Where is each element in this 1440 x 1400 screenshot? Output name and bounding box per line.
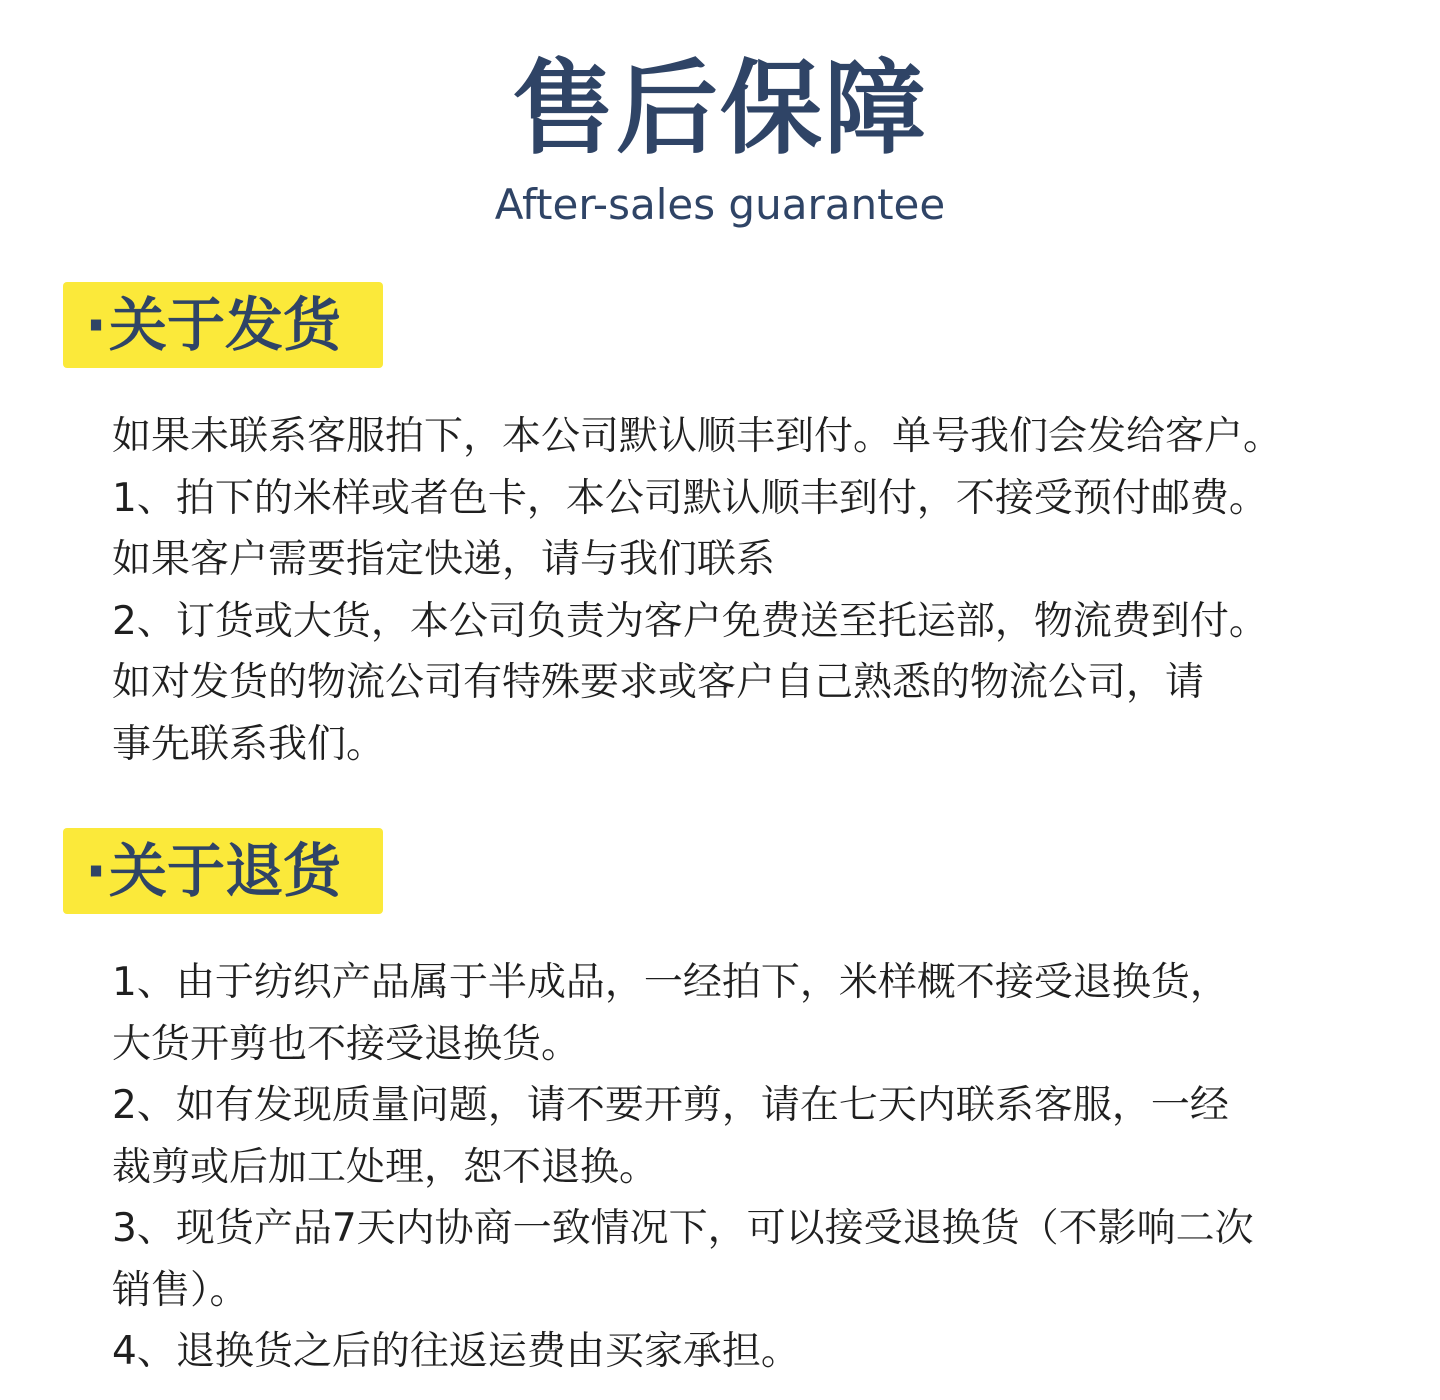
returns-line: 裁剪或后加工处理，恕不退换。 xyxy=(112,1144,659,1190)
shipping-line: 如果未联系客服拍下，本公司默认顺丰到付。单号我们会发给客户。 xyxy=(112,414,1283,459)
page-subtitle: After-sales guarantee xyxy=(494,180,946,229)
section-label-text: 关于发货 xyxy=(109,291,342,359)
returns-line: 销售）。 xyxy=(112,1267,249,1313)
section-label-shipping xyxy=(63,282,383,368)
shipping-line: 1、拍下的米样或者色卡，本公司默认顺丰到付，不接受预付邮费。 xyxy=(112,475,1268,521)
returns-line: 大货开剪也不接受退换货。 xyxy=(112,1021,581,1067)
shipping-line: 如果客户需要指定快递，请与我们联系 xyxy=(112,537,776,582)
bullet-dot: · xyxy=(85,291,108,359)
bullet-dot: · xyxy=(85,837,108,905)
returns-line: 4、退换货之后的往返运费由买家承担。 xyxy=(112,1329,800,1374)
shipping-line: 如对发货的物流公司有特殊要求或客户自己熟悉的物流公司，请 xyxy=(112,660,1205,705)
page-title: 售后保障 xyxy=(512,50,928,169)
returns-line: 1、由于纺织产品属于半成品，一经拍下，米样概不接受退换货， xyxy=(112,960,1229,1005)
shipping-line: 事先联系我们。 xyxy=(112,721,386,767)
returns-line: 3、现货产品7天内协商一致情况下，可以接受退换货（不影响二次 xyxy=(112,1206,1254,1251)
shipping-policy-text xyxy=(112,406,1352,775)
returns-policy-text xyxy=(112,952,1352,1383)
section-label-text: 关于退货 xyxy=(109,837,342,905)
returns-line: 2、如有发现质量问题，请不要开剪，请在七天内联系客服，一经 xyxy=(112,1083,1229,1128)
section-label-returns xyxy=(63,828,383,914)
shipping-line: 2、订货或大货，本公司负责为客户免费送至托运部，物流费到付。 xyxy=(112,598,1268,644)
